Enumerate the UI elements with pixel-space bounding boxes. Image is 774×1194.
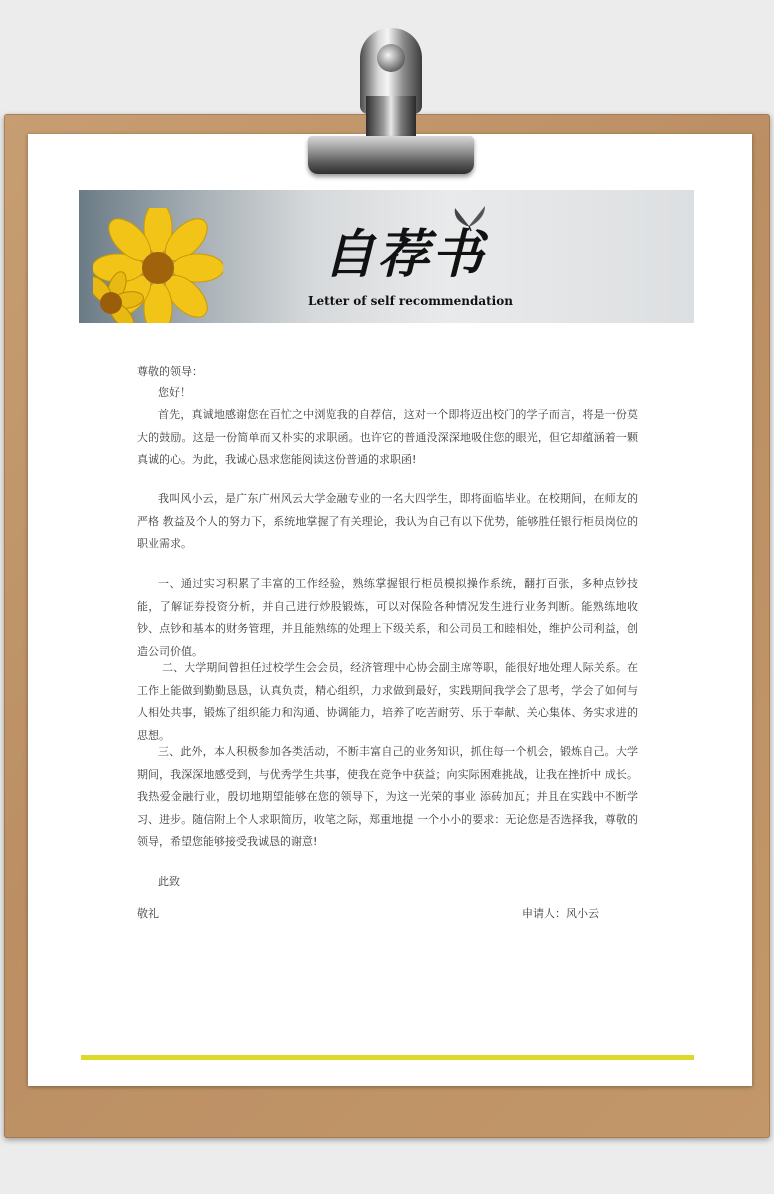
paragraph-4: 二、大学期间曾担任过校学生会会员，经济管理中心协会副主席等职，能很好地处理人际关系。在工作上能做到勤勤恳恳，认真负责，精心组织，力求做到最好，实践期间我学会了思考，学会了如何与人相处共事，锻炼了组织能力和沟通、协调能力，培养了吃苦耐劳、乐于奉献、关心集体、务实求进的思想。: [137, 661, 638, 742]
banner-subtitle: Letter of self recommendation: [308, 294, 513, 308]
paragraph-2: 我叫风小云，是广东广州风云大学金融专业的一名大四学生，即将面临毕业。在校期间，在师友的严格 教益及个人的努力下，系统地掌握了有关理论，我认为自己有以下优势，能够胜任银行柜员岗位的职业需求。: [137, 492, 638, 550]
header-banner: [79, 190, 694, 323]
paragraph-1: 首先，真诚地感谢您在百忙之中浏览我的自荐信，这对一个即将迈出校门的学子而言，将是一份莫大的鼓励。这是一份简单而又朴实的求职函。也许它的普通没深深地吸住您的眼光，但它却蕴涵着一颗真诚的心。为此，我诚心恳求您能阅读这份普通的求职函!: [137, 408, 638, 466]
paragraph-5: 三、此外，本人积极参加各类活动，不断丰富自己的业务知识，抓住每一个机会，锻炼自己。大学期间，我深深地感受到，与优秀学生共事，使我在竞争中获益；向实际困难挑战，让我在挫折中 成长。我热爱金融行业，殷切地期望能够在您的领导下，为这一光荣的事业 添砖加瓦；并且在实践中不断学习、进步。随信附上个人求职简历，收笔之际，郑重地提 一个小小的要求：无论您是否选择我，尊敬的领导，希望您能够接受我诚恳的谢意!: [137, 745, 638, 848]
closing: 此致: [158, 875, 180, 888]
salutation: 尊敬的领导：: [137, 365, 203, 378]
signature: 申请人：风小云: [522, 907, 599, 920]
clip-hole: [377, 44, 405, 72]
accent-rule: [81, 1055, 694, 1060]
greeting: 您好！: [158, 386, 191, 399]
flower-image: [93, 208, 223, 323]
paragraph-3: 一、通过实习积累了丰富的工作经验，熟练掌握银行柜员模拟操作系统，翻打百张，多种点钞技能，了解证券投资分析，并自己进行炒股锻炼，可以对保险各种情况发生进行业务判断。能熟练地收钞、点钞和基本的财务管理，并且能熟练的处理上下级关系，和公司员工和睦相处，维护公司利益，创造公司价值。: [137, 577, 638, 658]
regards: 敬礼: [137, 907, 159, 920]
clip-base: [308, 136, 474, 174]
banner-title: 自荐书: [323, 224, 486, 285]
clip-neck: [366, 96, 416, 140]
